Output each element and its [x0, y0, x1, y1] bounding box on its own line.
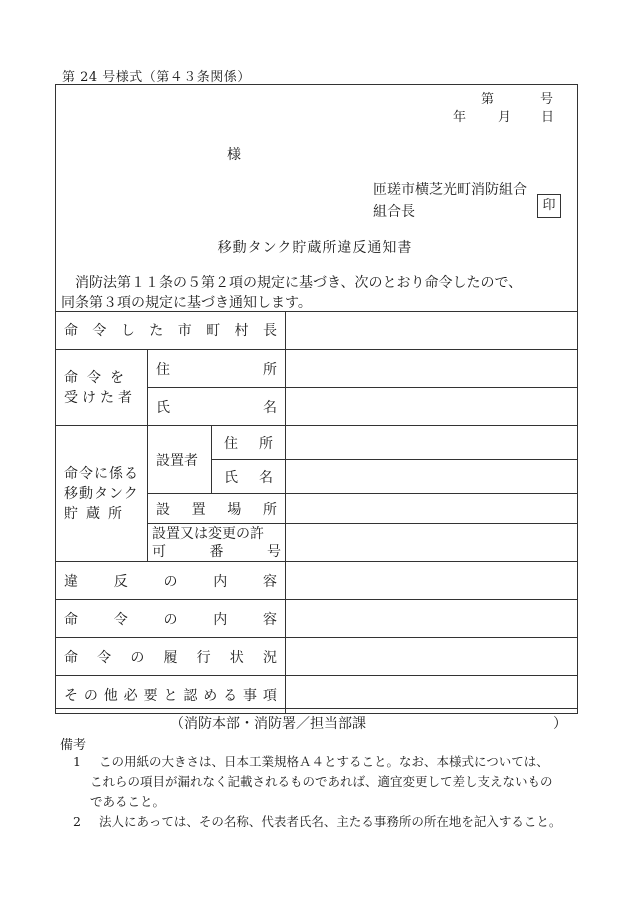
- mayor-value-cell[interactable]: [286, 312, 578, 350]
- tank-label-2: 移動タンク: [64, 485, 139, 502]
- recipient-name-label: 氏 名: [156, 399, 277, 416]
- location-label-cell: [148, 494, 286, 524]
- body-text: [61, 273, 571, 313]
- installer-label-cell: [148, 426, 212, 494]
- installer-address-label: 住 所: [224, 435, 273, 452]
- form-number-label: 第 24 号様式（第４３条関係）: [62, 70, 251, 85]
- tank-label-3: 貯蔵所: [64, 505, 130, 522]
- body-line-2: 同条第３項の規定に基づき通知します。: [61, 295, 312, 311]
- other-label: そ の 他 必 要 と 認 め る 事 項: [64, 687, 277, 704]
- order-value[interactable]: [286, 600, 578, 638]
- violation-value[interactable]: [286, 562, 578, 600]
- order-label-cell: [56, 600, 286, 638]
- location-value[interactable]: [286, 494, 578, 524]
- order-label: 命 令 の 内 容: [64, 611, 277, 628]
- note-item-1: [73, 752, 583, 812]
- violation-label: 違 反 の 内 容: [64, 573, 277, 590]
- addressee-suffix: 様: [227, 147, 241, 163]
- note-item-2: [73, 812, 583, 832]
- notes-title: 備考: [60, 738, 87, 753]
- note-2-line-1: 2 法人にあっては、その名称、代表者氏名、主たる事務所の所在地を記入すること。: [73, 812, 583, 832]
- date-day: 日: [541, 110, 555, 125]
- note-1-line-1: 1 この用紙の大きさは、日本工業規格Ａ４とすること。なお、本様式については、: [73, 752, 583, 772]
- doc-number-suffix: 号: [540, 92, 554, 107]
- permit-label-2: 可 番 号: [152, 543, 281, 560]
- note-1-line-3: であること。: [90, 794, 166, 809]
- installer-name-value[interactable]: [286, 460, 578, 494]
- mayor-label: 命 令 し た 市 町 村 長: [64, 322, 277, 339]
- footer-close: ）: [553, 716, 567, 732]
- issuer-title: 組合長: [373, 204, 415, 220]
- seal-mark: 印: [537, 194, 561, 218]
- mayor-label-cell: [56, 312, 286, 350]
- recipient-label-cell: [56, 350, 148, 426]
- installer-label: 設置者: [156, 452, 198, 469]
- document-title: 移動タンク貯蔵所違反通知書: [217, 240, 413, 256]
- tank-label-1: 命令に係る: [64, 465, 139, 482]
- note-1-number: 1: [73, 754, 81, 769]
- other-value[interactable]: [286, 676, 578, 714]
- other-label-cell: [56, 676, 286, 714]
- recipient-name-value[interactable]: [286, 388, 578, 426]
- installer-name-label-cell: [212, 460, 286, 494]
- permit-value[interactable]: [286, 524, 578, 562]
- note-2-number: 2: [73, 814, 81, 829]
- notice-table: [55, 311, 578, 714]
- recipient-name-label-cell: [148, 388, 286, 426]
- recipient-address-value[interactable]: [286, 350, 578, 388]
- location-label: 設 置 場 所: [156, 501, 277, 518]
- installer-name-label: 氏 名: [224, 469, 273, 486]
- installer-address-value[interactable]: [286, 426, 578, 460]
- doc-number-prefix: 第: [481, 92, 495, 107]
- recipient-address-label: 住 所: [156, 361, 277, 378]
- recipient-label-1: 命令を: [64, 369, 133, 386]
- compliance-label-cell: [56, 638, 286, 676]
- permit-label-1: 設置又は変更の許: [152, 525, 264, 542]
- issuer-organization: 匝瑳市横芝光町消防組合: [373, 182, 527, 198]
- compliance-value[interactable]: [286, 638, 578, 676]
- recipient-address-label-cell: [148, 350, 286, 388]
- footer-office: （消防本部・消防署／担当部課: [170, 716, 366, 732]
- note-1-line-2: これらの項目が漏れなく記載されるものであれば、適宜変更して差し支えないもの: [90, 774, 553, 789]
- permit-label-cell: [148, 524, 286, 562]
- body-line-1: 消防法第１１条の５第２項の規定に基づき、次のとおり命令したので、: [75, 275, 523, 291]
- recipient-label-2: 受けた者: [64, 389, 136, 406]
- violation-label-cell: [56, 562, 286, 600]
- tank-label-cell: [56, 426, 148, 562]
- date-year: 年: [453, 110, 467, 125]
- date-month: 月: [498, 110, 512, 125]
- installer-address-label-cell: [212, 426, 286, 460]
- compliance-label: 命 令 の 履 行 状 況: [64, 649, 277, 666]
